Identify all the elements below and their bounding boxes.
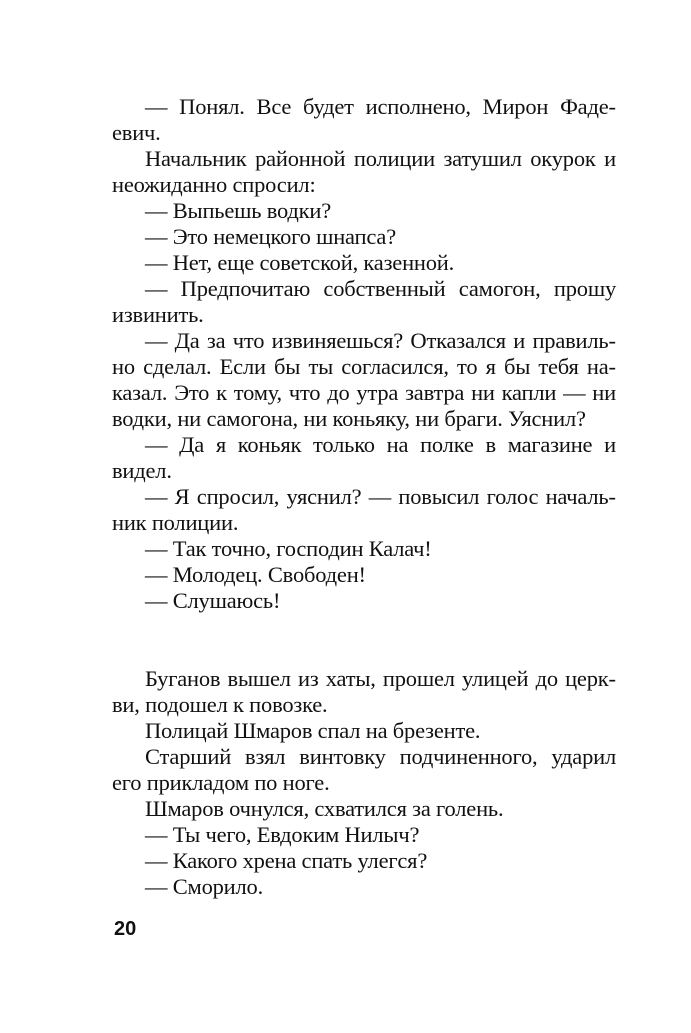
paragraph: — Нет, еще советской, казенной. xyxy=(145,250,455,275)
page-body xyxy=(112,94,616,900)
paragraph: — Я спросил, уяснил? — повысил голос начальник полиции. xyxy=(112,484,616,535)
paragraph: — Какого хрена спать улегся? xyxy=(145,848,428,873)
paragraph: — Выпьешь водки? xyxy=(145,198,332,223)
page-number: 20 xyxy=(114,918,137,940)
scene-break xyxy=(112,614,616,666)
paragraph: — Так точно, господин Калач! xyxy=(145,536,432,561)
paragraph: — Да я коньяк только на полке в магазине и видел. xyxy=(112,432,616,483)
paragraph: Буганов вышел из хаты, прошел улицей до церкви, подошел к повозке. xyxy=(112,666,616,717)
paragraph: — Это немецкого шнапса? xyxy=(145,224,396,249)
paragraph: Старший взял винтовку подчиненного, ударил его прикладом по ноге. xyxy=(112,744,616,795)
paragraph: — Понял. Все будет исполнено, Мирон Фадеевич. xyxy=(112,94,616,145)
paragraph: Шмаров очнулся, схватился за голень. xyxy=(145,796,504,821)
paragraph: — Ты чего, Евдоким Нилыч? xyxy=(145,822,420,847)
paragraph: — Предпочитаю собственный самогон, прошу извинить. xyxy=(112,276,616,327)
paragraph: — Сморило. xyxy=(145,874,264,899)
paragraph: — Да за что извиняешься? Отказался и правильно сделал. Если бы ты согласился, то я бы тебя наказал. Это к тому, что до утра завтра ни капли — ни водки, ни самогона, ни коньяку, ни браги. Уяснил? xyxy=(112,328,616,431)
paragraph: — Молодец. Свободен! xyxy=(145,562,366,587)
paragraph: Полицай Шмаров спал на брезенте. xyxy=(145,718,481,743)
paragraph: — Слушаюсь! xyxy=(145,588,281,613)
paragraph: Начальник районной полиции затушил окурок и неожиданно спросил: xyxy=(112,146,616,197)
